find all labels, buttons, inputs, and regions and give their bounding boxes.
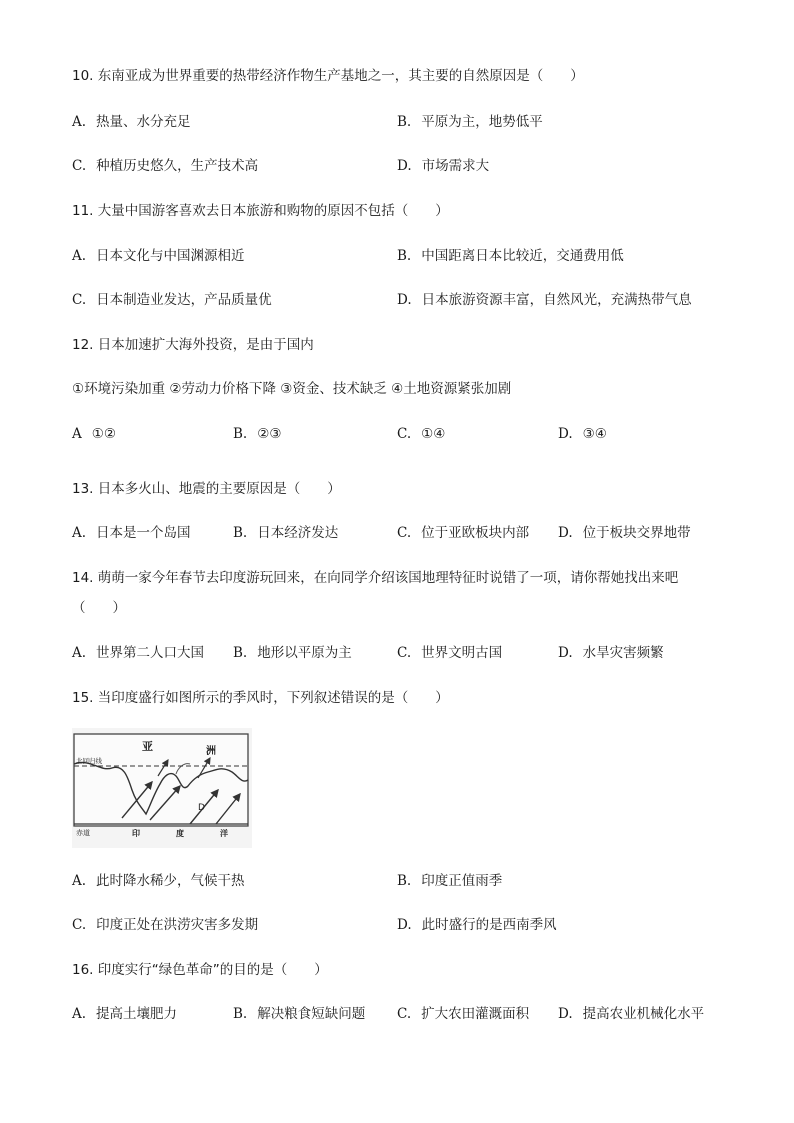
option-label: D.	[397, 158, 412, 174]
q16-option-b[interactable]	[233, 1005, 365, 1023]
option-label: A	[72, 426, 82, 442]
option-text: 提高土壤肥力	[96, 1006, 178, 1022]
q12-stem: 12. 日本加速扩大海外投资，是由于国内	[72, 337, 314, 353]
option-label: C.	[72, 158, 87, 174]
q12-statements: ①环境污染加重 ②劳动力价格下降 ③资金、技术缺乏 ④土地资源紧张加剧	[72, 381, 512, 397]
option-text: 日本经济发达	[257, 525, 339, 541]
q14-stem-bracket: （ ）	[72, 600, 126, 616]
option-text: 中国距离日本比较近，交通费用低	[421, 248, 624, 264]
q12-option-d[interactable]	[558, 425, 607, 443]
option-text: 市场需求大	[421, 158, 490, 174]
option-text: 此时盛行的是西南季风	[421, 917, 557, 933]
option-label: C.	[72, 917, 87, 933]
q15-stem: 15. 当印度盛行如图所示的季风时，下列叙述错误的是（ ）	[72, 690, 449, 706]
label-du: 度	[176, 829, 184, 838]
option-label: B.	[233, 645, 248, 661]
q13-option-d[interactable]	[558, 524, 691, 542]
option-label: B.	[397, 873, 412, 889]
option-text: ③④	[582, 426, 607, 442]
label-d: D	[198, 803, 205, 813]
map-frame	[74, 734, 248, 826]
option-text: 平原为主，地势低平	[421, 114, 543, 130]
q16-stem: 16. 印度实行“绿色革命”的目的是（ ）	[72, 962, 328, 978]
option-label: A.	[72, 873, 87, 889]
option-label: D.	[558, 525, 573, 541]
option-label: B.	[233, 426, 248, 442]
option-text: 扩大农田灌溉面积	[421, 1006, 530, 1022]
option-label: A.	[72, 248, 87, 264]
option-label: C.	[397, 525, 412, 541]
label-tropic: 北回归线	[76, 757, 102, 765]
q14-stem: 14. 萌萌一家今年春节去印度游玩回来，在向同学介绍该国地理特征时说错了一项，请你帮她找出来吧	[72, 570, 679, 586]
option-text: 世界文明古国	[421, 645, 503, 661]
q15-option-b[interactable]	[397, 872, 502, 890]
option-text: 热量、水分充足	[96, 114, 191, 130]
option-text: 日本是一个岛国	[96, 525, 191, 541]
option-text: 印度正值雨季	[421, 873, 503, 889]
option-label: B.	[397, 114, 412, 130]
label-yin: 印	[132, 829, 140, 838]
option-label: D.	[558, 1006, 573, 1022]
q12-option-b[interactable]	[233, 425, 281, 443]
option-text: 位于板块交界地带	[582, 525, 691, 541]
q11-stem: 11. 大量中国游客喜欢去日本旅游和购物的原因不包括（ ）	[72, 203, 449, 219]
q10-option-a[interactable]	[72, 113, 191, 131]
q15-option-a[interactable]	[72, 872, 245, 890]
option-label: D.	[558, 645, 573, 661]
label-yang: 洋	[220, 829, 228, 838]
option-text: 水旱灾害频繁	[582, 645, 664, 661]
q16-option-d[interactable]	[558, 1005, 704, 1023]
option-label: D.	[397, 292, 412, 308]
option-label: B.	[233, 1006, 248, 1022]
option-label: C.	[397, 645, 412, 661]
q15-option-d[interactable]	[397, 916, 557, 934]
option-label: C.	[397, 426, 412, 442]
option-label: D.	[397, 917, 412, 933]
option-label: B.	[397, 248, 412, 264]
q14-option-b[interactable]	[233, 644, 352, 662]
option-label: C.	[397, 1006, 412, 1022]
label-equator: 赤道	[76, 829, 90, 837]
option-text: ①④	[421, 426, 446, 442]
option-label: B.	[233, 525, 248, 541]
q11-option-c[interactable]	[72, 291, 272, 309]
q13-stem: 13. 日本多火山、地震的主要原因是（ ）	[72, 481, 341, 497]
option-text: 日本制造业发达，产品质量优	[96, 292, 272, 308]
q10-option-c[interactable]	[72, 157, 258, 175]
label-asia: 亚	[142, 740, 153, 753]
option-text: 提高农业机械化水平	[582, 1006, 705, 1022]
option-text: 此时降水稀少，气候干热	[96, 873, 245, 889]
option-text: ②③	[257, 426, 282, 442]
q14-option-a[interactable]	[72, 644, 204, 662]
q12-option-c[interactable]	[397, 425, 445, 443]
option-label: A.	[72, 525, 87, 541]
q10-stem: 10. 东南亚成为世界重要的热带经济作物生产基地之一，其主要的自然原因是（ ）	[72, 68, 584, 84]
q11-option-a[interactable]	[72, 247, 245, 265]
option-text: 种植历史悠久，生产技术高	[96, 158, 259, 174]
q13-option-a[interactable]	[72, 524, 191, 542]
q16-option-a[interactable]	[72, 1005, 177, 1023]
q15-option-c[interactable]	[72, 916, 258, 934]
q10-option-b[interactable]	[397, 113, 543, 131]
option-text: 日本文化与中国渊源相近	[96, 248, 245, 264]
option-label: D.	[558, 426, 573, 442]
q11-option-d[interactable]	[397, 291, 692, 309]
option-label: A.	[72, 645, 87, 661]
option-label: C.	[72, 292, 87, 308]
q10-option-d[interactable]	[397, 157, 489, 175]
option-label: A.	[72, 1006, 87, 1022]
option-label: A.	[72, 114, 87, 130]
q12-option-a[interactable]	[72, 425, 116, 443]
india-monsoon-map	[72, 728, 252, 848]
q16-option-c[interactable]	[397, 1005, 529, 1023]
option-text: 位于亚欧板块内部	[421, 525, 530, 541]
q14-option-c[interactable]	[397, 644, 502, 662]
option-text: 世界第二人口大国	[96, 645, 205, 661]
option-text: 日本旅游资源丰富，自然风光，充满热带气息	[421, 292, 692, 308]
q13-option-b[interactable]	[233, 524, 338, 542]
option-text: 地形以平原为主	[257, 645, 352, 661]
option-text: 印度正处在洪涝灾害多发期	[96, 917, 259, 933]
q11-option-b[interactable]	[397, 247, 624, 265]
option-text: 解决粮食短缺问题	[257, 1006, 366, 1022]
q13-option-c[interactable]	[397, 524, 529, 542]
q14-option-d[interactable]	[558, 644, 664, 662]
option-text: ①②	[91, 426, 116, 442]
label-zhou: 洲	[206, 746, 216, 757]
